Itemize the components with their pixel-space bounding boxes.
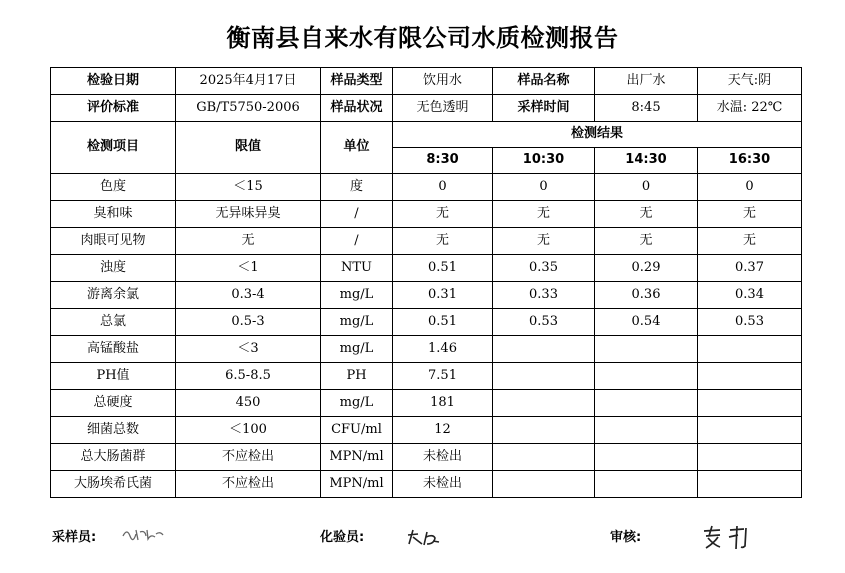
item-cell: 高锰酸盐 — [51, 336, 176, 363]
result-cell: 0.31 — [393, 282, 493, 309]
table-row — [51, 201, 802, 228]
unit-cell: mg/L — [321, 336, 393, 363]
result-cell — [698, 417, 802, 444]
sampling-time-label: 采样时间 — [493, 95, 595, 122]
standard-label: 评价标准 — [51, 95, 176, 122]
limit-cell: 不应检出 — [176, 444, 321, 471]
weather: 天气:阴 — [698, 68, 802, 95]
header-time: 8:30 — [393, 148, 493, 174]
table-row — [51, 444, 802, 471]
item-cell: 色度 — [51, 174, 176, 201]
table-row — [51, 282, 802, 309]
item-cell: 浊度 — [51, 255, 176, 282]
result-cell — [698, 363, 802, 390]
item-cell: PH值 — [51, 363, 176, 390]
sample-name-value: 出厂水 — [595, 68, 698, 95]
limit-cell: 0.3-4 — [176, 282, 321, 309]
result-cell — [493, 471, 595, 498]
result-cell — [493, 417, 595, 444]
result-cell — [595, 336, 698, 363]
result-cell — [595, 390, 698, 417]
result-cell: 无 — [698, 201, 802, 228]
result-cell: 0.53 — [698, 309, 802, 336]
result-cell: 0.37 — [698, 255, 802, 282]
limit-cell: ＜100 — [176, 417, 321, 444]
unit-cell: PH — [321, 363, 393, 390]
result-cell: 无 — [393, 228, 493, 255]
sample-name-label: 样品名称 — [493, 68, 595, 95]
result-cell: 0 — [493, 174, 595, 201]
result-cell — [493, 444, 595, 471]
result-cell: 0 — [698, 174, 802, 201]
table-row — [51, 390, 802, 417]
reviewer-label: 审核: — [610, 530, 642, 545]
result-cell: 无 — [393, 201, 493, 228]
unit-cell: MPN/ml — [321, 444, 393, 471]
result-cell: 181 — [393, 390, 493, 417]
sample-type-label: 样品类型 — [321, 68, 393, 95]
header-limit: 限值 — [176, 122, 321, 174]
date-value: 2025年4月17日 — [176, 68, 321, 95]
report-title: 衡南县自来水有限公司水质检测报告 — [226, 24, 619, 52]
header-item: 检测项目 — [51, 122, 176, 174]
result-cell: 1.46 — [393, 336, 493, 363]
result-cell: 0 — [595, 174, 698, 201]
sample-state-label: 样品状况 — [321, 95, 393, 122]
table-row — [51, 228, 802, 255]
result-cell: 无 — [493, 201, 595, 228]
unit-cell: 度 — [321, 174, 393, 201]
report-table — [50, 67, 802, 498]
water-temp: 水温: 22℃ — [698, 95, 802, 122]
sample-type-value: 饮用水 — [393, 68, 493, 95]
sampler-signature — [120, 524, 166, 544]
result-cell — [698, 471, 802, 498]
result-cell: 0.35 — [493, 255, 595, 282]
limit-cell: 无 — [176, 228, 321, 255]
item-cell: 总大肠菌群 — [51, 444, 176, 471]
limit-cell: 6.5-8.5 — [176, 363, 321, 390]
unit-cell: mg/L — [321, 390, 393, 417]
unit-cell: / — [321, 201, 393, 228]
result-cell: 0.29 — [595, 255, 698, 282]
item-cell: 臭和味 — [51, 201, 176, 228]
table-row — [51, 336, 802, 363]
result-cell: 0 — [393, 174, 493, 201]
result-cell: 无 — [493, 228, 595, 255]
header-time: 14:30 — [595, 148, 698, 174]
result-cell: 0.53 — [493, 309, 595, 336]
result-cell — [493, 390, 595, 417]
result-cell: 0.51 — [393, 309, 493, 336]
result-cell — [698, 336, 802, 363]
limit-cell: 0.5-3 — [176, 309, 321, 336]
result-cell: 0.51 — [393, 255, 493, 282]
result-cell: 0.33 — [493, 282, 595, 309]
item-cell: 总氯 — [51, 309, 176, 336]
limit-cell: ＜15 — [176, 174, 321, 201]
item-cell: 细菌总数 — [51, 417, 176, 444]
header-time: 16:30 — [698, 148, 802, 174]
reviewer-signature — [700, 524, 752, 552]
unit-cell: mg/L — [321, 309, 393, 336]
result-cell: 未检出 — [393, 471, 493, 498]
result-cell — [595, 444, 698, 471]
sample-state-value: 无色透明 — [393, 95, 493, 122]
limit-cell: ＜1 — [176, 255, 321, 282]
limit-cell: 无异味异臭 — [176, 201, 321, 228]
item-cell: 肉眼可见物 — [51, 228, 176, 255]
result-cell: 0.54 — [595, 309, 698, 336]
sampling-time-value: 8:45 — [595, 95, 698, 122]
result-cell: 12 — [393, 417, 493, 444]
result-cell: 无 — [595, 201, 698, 228]
table-row — [51, 255, 802, 282]
item-cell: 游离余氯 — [51, 282, 176, 309]
result-cell — [595, 417, 698, 444]
unit-cell: mg/L — [321, 282, 393, 309]
date-label: 检验日期 — [51, 68, 176, 95]
table-row — [51, 174, 802, 201]
inspector-signature — [405, 527, 445, 549]
result-cell — [595, 471, 698, 498]
result-cell: 0.36 — [595, 282, 698, 309]
result-cell — [493, 363, 595, 390]
item-cell: 总硬度 — [51, 390, 176, 417]
result-cell — [698, 390, 802, 417]
result-cell — [493, 336, 595, 363]
standard-value: GB/T5750-2006 — [176, 95, 321, 122]
limit-cell: ＜3 — [176, 336, 321, 363]
unit-cell: MPN/ml — [321, 471, 393, 498]
header-time: 10:30 — [493, 148, 595, 174]
unit-cell: / — [321, 228, 393, 255]
header-unit: 单位 — [321, 122, 393, 174]
result-cell: 无 — [595, 228, 698, 255]
table-row — [51, 417, 802, 444]
result-cell: 未检出 — [393, 444, 493, 471]
result-cell — [595, 363, 698, 390]
table-row — [51, 471, 802, 498]
limit-cell: 不应检出 — [176, 471, 321, 498]
result-cell: 0.34 — [698, 282, 802, 309]
result-cell: 7.51 — [393, 363, 493, 390]
header-results: 检测结果 — [393, 122, 802, 148]
table-row — [51, 309, 802, 336]
unit-cell: NTU — [321, 255, 393, 282]
item-cell: 大肠埃希氏菌 — [51, 471, 176, 498]
sampler-label: 采样员: — [52, 530, 97, 545]
result-cell: 无 — [698, 228, 802, 255]
unit-cell: CFU/ml — [321, 417, 393, 444]
inspector-label: 化验员: — [320, 530, 365, 545]
result-cell — [698, 444, 802, 471]
table-row — [51, 363, 802, 390]
limit-cell: 450 — [176, 390, 321, 417]
